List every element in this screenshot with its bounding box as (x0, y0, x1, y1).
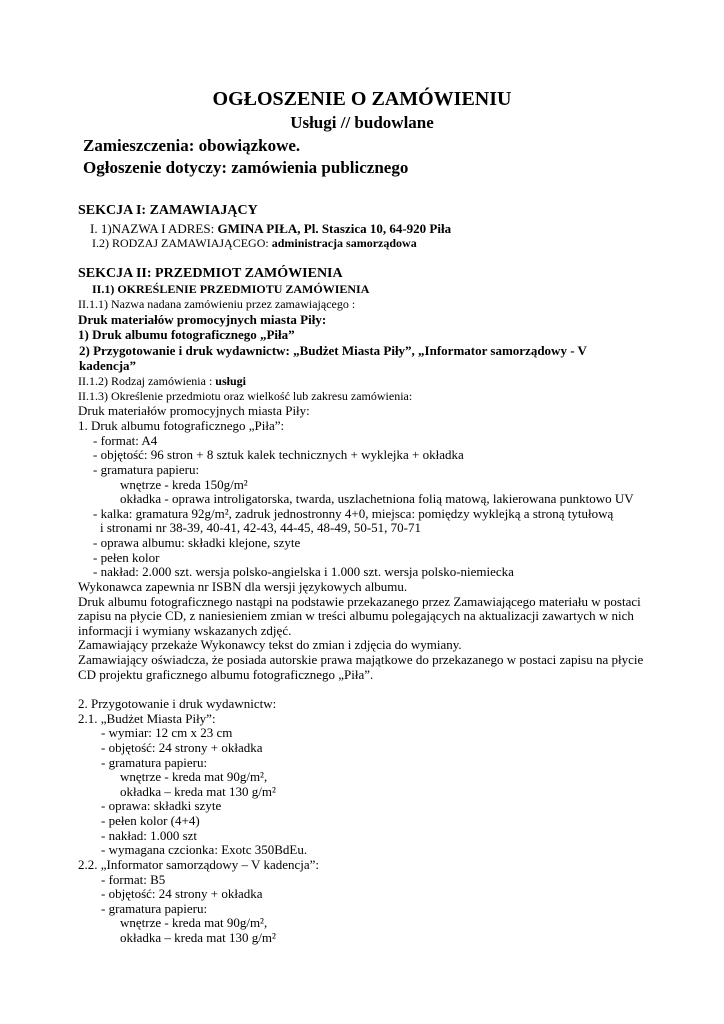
scope-line: zapisu na płycie CD, z naniesieniem zmian w treści albumu polegających na aktualizacji zawartych w nich (78, 608, 634, 623)
scope-line: Zamawiający przekaże Wykonawcy tekst do zmian i zdjęcia do wymiany. (78, 637, 462, 652)
name-bold-4: kadencja” (79, 358, 137, 373)
scope-line: Wykonawca zapewnia nr ISBN dla wersji językowych albumu. (78, 579, 408, 594)
scope-line: - oprawa: składki szyte (101, 798, 222, 813)
scope-line: - objętość: 96 stron + 8 sztuk kalek technicznych + wyklejka + okładka (93, 447, 464, 462)
kind-line (78, 374, 246, 389)
scope-line: 2.2. „Informator samorządowy – V kadencja”: (78, 857, 320, 872)
scope-line: - objętość: 24 strony + okładka (101, 886, 263, 901)
kind-value: usługi (215, 374, 246, 388)
section1-type-line (92, 236, 417, 251)
scope-line: - gramatura papieru: (93, 462, 200, 477)
scope-line: 2. Przygotowanie i druk wydawnictw: (78, 696, 277, 711)
kind-label: II.1.2) Rodzaj zamówienia : (78, 374, 216, 388)
scope-line: Zamawiający oświadcza, że posiada autorskie prawa majątkowe do przekazanego w postaci zapisu na płycie (78, 652, 644, 667)
scope-line: informacji i wymiany wskazanych zdjęć. (78, 623, 292, 638)
scope-line: okładka - oprawa introligatorska, twarda, uszlachetniona folią matową, lakierowana punktowo UV (120, 491, 634, 506)
scope-line: - gramatura papieru: (101, 755, 208, 770)
name-bold-3: 2) Przygotowanie i druk wydawnictw: „Budżet Miasta Piły”, „Informator samorządowy - V (79, 343, 587, 358)
scope-line: wnętrze - kreda mat 90g/m², (120, 769, 268, 784)
section2-heading: SEKCJA II: PRZEDMIOT ZAMÓWIENIA (78, 266, 343, 281)
scope-line: 1. Druk albumu fotograficznego „Piła”: (78, 418, 285, 433)
section1-name-line (90, 221, 451, 236)
section1-heading: SEKCJA I: ZAMAWIAJĄCY (78, 203, 258, 218)
section1-name-value: GMINA PIŁA, Pl. Staszica 10, 64-920 Piła (217, 221, 452, 236)
scope-line: Druk materiałów promocyjnych miasta Piły: (78, 403, 310, 418)
scope-line: CD projektu graficznego albumu fotograficznego „Piła”. (78, 667, 374, 682)
scope-line: - nakład: 1.000 szt (101, 828, 198, 843)
scope-line: i stronami nr 38-39, 40-41, 42-43, 44-45, 48-49, 50-51, 70-71 (100, 520, 421, 535)
scope-line: - pełen kolor (4+4) (101, 813, 200, 828)
placements-line: Zamieszczenia: obowiązkowe. (83, 136, 301, 155)
scope-line: - nakład: 2.000 szt. wersja polsko-angielska i 1.000 szt. wersja polsko-niemiecka (93, 564, 514, 579)
scope-line: - format: A4 (93, 433, 158, 448)
scope-line: - kalka: gramatura 92g/m², zadruk jednostronny 4+0, miejsca: pomiędzy wyklejką a stroną tytułową (93, 506, 614, 521)
scope-line: - wymiar: 12 cm x 23 cm (101, 725, 233, 740)
scope-line: - pełen kolor (93, 550, 160, 565)
name-bold-2: 1) Druk albumu fotograficznego „Piła” (78, 327, 295, 342)
scope-line: - oprawa albumu: składki klejone, szyte (93, 535, 301, 550)
scope-line: - gramatura papieru: (101, 901, 208, 916)
scope-line: Druk albumu fotograficznego nastąpi na podstawie przekazanego przez Zamawiającego materiału w postaci (78, 594, 641, 609)
scope-line: - wymagana czcionka: Exotc 350BdEu. (101, 842, 308, 857)
document-title: OGŁOSZENIE O ZAMÓWIENIU (212, 88, 512, 110)
concerns-line: Ogłoszenie dotyczy: zamówienia publicznego (83, 158, 409, 177)
scope-line: 2.1. „Budżet Miasta Piły”: (78, 711, 216, 726)
scope-line: okładka – kreda mat 130 g/m² (120, 930, 276, 945)
scope-intro: II.1.3) Określenie przedmiotu oraz wielkość lub zakresu zamówienia: (78, 389, 413, 403)
scope-line: wnętrze - kreda 150g/m² (120, 477, 248, 492)
scope-line: - objętość: 24 strony + okładka (101, 740, 263, 755)
name-bold-1: Druk materiałów promocyjnych miasta Piły: (78, 312, 327, 327)
scope-line: okładka – kreda mat 130 g/m² (120, 784, 276, 799)
section1-type-value: administracja samorządowa (271, 236, 417, 250)
document-subtitle: Usługi // budowlane (290, 113, 434, 132)
name-intro: II.1.1) Nazwa nadana zamówieniu przez zamawiającego : (78, 297, 356, 311)
scope-line: wnętrze - kreda mat 90g/m², (120, 915, 268, 930)
section1-type-label: I.2) RODZAJ ZAMAWIAJĄCEGO: (92, 236, 272, 250)
section1-name-label: I. 1)NAZWA I ADRES: (90, 221, 218, 236)
section2-subheading: II.1) OKREŚLENIE PRZEDMIOTU ZAMÓWIENIA (92, 282, 370, 296)
scope-line: - format: B5 (101, 872, 166, 887)
